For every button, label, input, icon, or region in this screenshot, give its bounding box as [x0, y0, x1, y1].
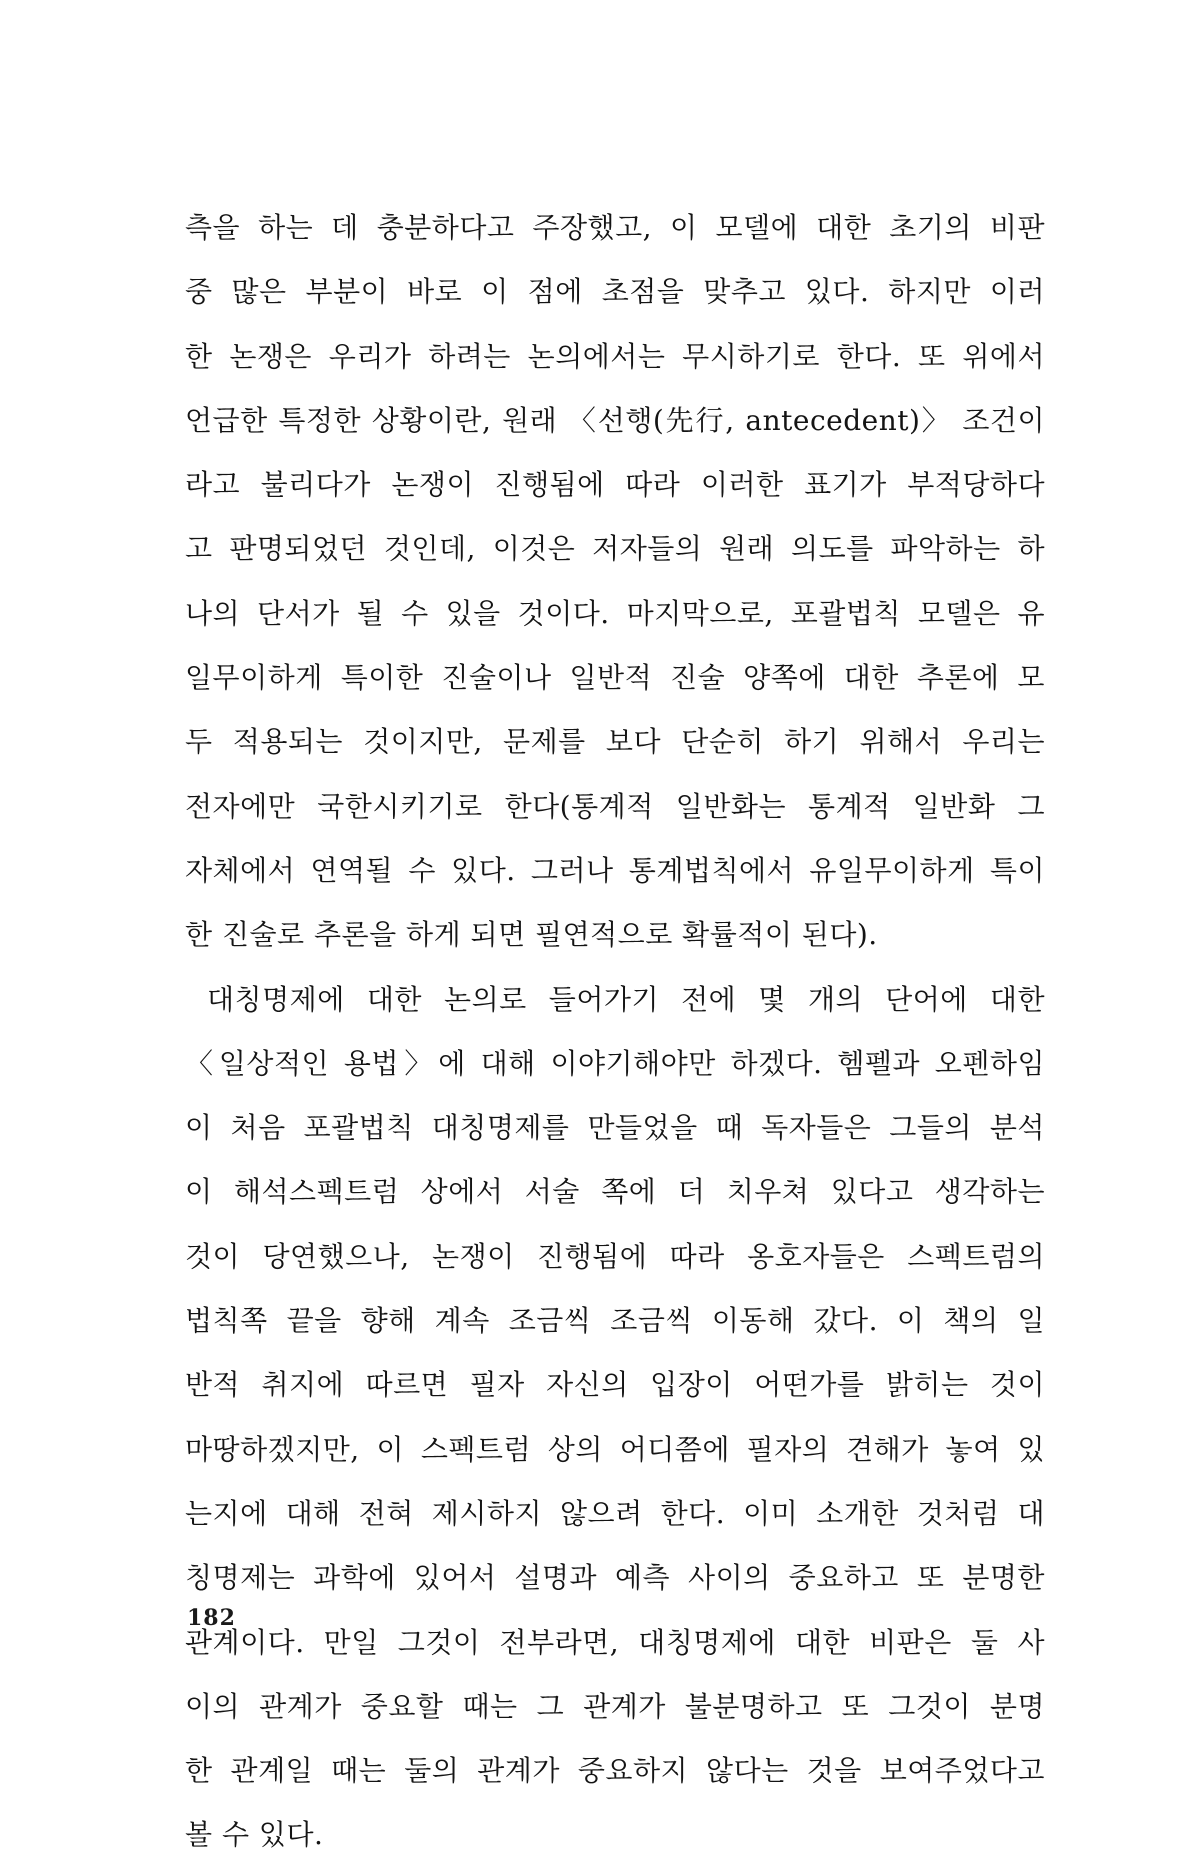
text-line: 전자에만 국한시키기로 한다(통계적 일반화는 통계적 일반화 그	[185, 789, 1045, 823]
text-line: 측을 하는 데 충분하다고 주장했고, 이 모델에 대한 초기의 비판	[185, 211, 1045, 244]
text-line: 두 적용되는 것이지만, 문제를 보다 단순히 하기 위해서 우리는	[185, 725, 1045, 759]
text-line: 언급한 특정한 상황이란, 원래 〈선행(先行, antecedent)〉 조건이	[185, 403, 1045, 437]
paragraph-1	[185, 196, 1045, 968]
text-line: 관계이다. 만일 그것이 전부라면, 대칭명제에 대한 비판은 둘 사	[185, 1625, 1045, 1659]
text-line: 〈일상적인 용법〉에 대해 이야기해야만 하겠다. 헴펠과 오펜하임	[185, 1046, 1045, 1080]
text-line: 반적 취지에 따르면 필자 자신의 입장이 어떤가를 밝히는 것이	[185, 1368, 1045, 1402]
text-line: 것이 당연했으나, 논쟁이 진행됨에 따라 옹호자들은 스펙트럼의	[185, 1239, 1045, 1273]
text-line: 마땅하겠지만, 이 스펙트럼 상의 어디쯤에 필자의 견해가 놓여 있	[185, 1432, 1045, 1466]
text-line: 한 관계일 때는 둘의 관계가 중요하지 않다는 것을 보여주었다고	[185, 1754, 1045, 1788]
text-line: 라고 불리다가 논쟁이 진행됨에 따라 이러한 표기가 부적당하다	[185, 468, 1045, 502]
text-line: 칭명제는 과학에 있어서 설명과 예측 사이의 중요하고 또 분명한	[185, 1561, 1045, 1595]
text-line: 중 많은 부분이 바로 이 점에 초점을 맞추고 있다. 하지만 이러	[185, 275, 1045, 309]
text-line: 한 진술로 추론을 하게 되면 필연적으로 확률적이 된다).	[185, 918, 878, 952]
text-line: 이 처음 포괄법칙 대칭명제를 만들었을 때 독자들은 그들의 분석	[185, 1111, 1045, 1145]
page-number: 182	[187, 1605, 236, 1631]
text-line: 한 논쟁은 우리가 하려는 논의에서는 무시하기로 한다. 또 위에서	[185, 339, 1045, 373]
paragraph-2	[185, 968, 1045, 1868]
text-line: 는지에 대해 전혀 제시하지 않으려 한다. 이미 소개한 것처럼 대	[185, 1496, 1045, 1530]
text-line: 나의 단서가 될 수 있을 것이다. 마지막으로, 포괄법칙 모델은 유	[185, 596, 1045, 630]
text-line: 법칙쪽 끝을 향해 계속 조금씩 조금씩 이동해 갔다. 이 책의 일	[185, 1304, 1045, 1338]
text-line: 고 판명되었던 것인데, 이것은 저자들의 원래 의도를 파악하는 하	[185, 532, 1045, 566]
text-line: 이의 관계가 중요할 때는 그 관계가 불분명하고 또 그것이 분명	[185, 1689, 1045, 1723]
text-line: 볼 수 있다.	[185, 1818, 324, 1852]
text-line: 자체에서 연역될 수 있다. 그러나 통계법칙에서 유일무이하게 특이	[185, 853, 1045, 887]
text-line: 이 해석스펙트럼 상에서 서술 쪽에 더 치우쳐 있다고 생각하는	[185, 1175, 1045, 1209]
text-line: 대칭명제에 대한 논의로 들어가기 전에 몇 개의 단어에 대한	[207, 982, 1045, 1016]
text-line: 일무이하게 특이한 진술이나 일반적 진술 양쪽에 대한 추론에 모	[185, 661, 1045, 695]
body-text	[185, 196, 1045, 1868]
